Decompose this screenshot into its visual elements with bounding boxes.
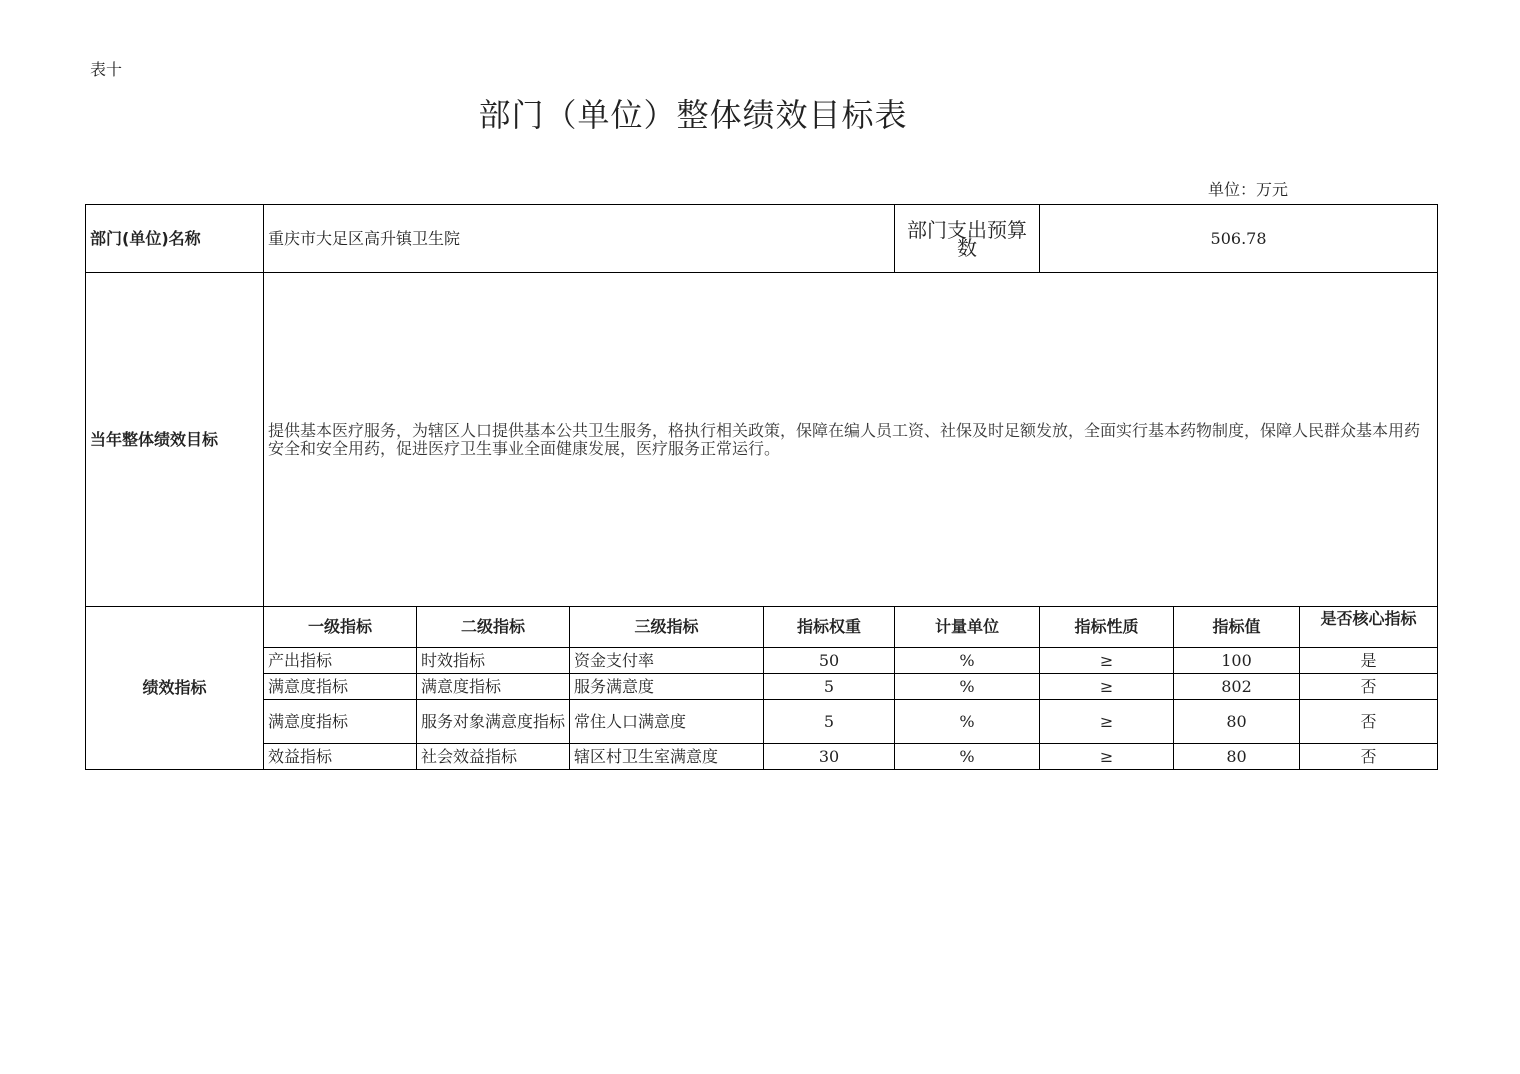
- indicator-header-row: [86, 607, 1438, 648]
- table-row: [86, 648, 1438, 674]
- dept-row: [86, 205, 1438, 273]
- weight-cell: 5: [764, 674, 895, 700]
- level3-cell: 常住人口满意度: [570, 700, 764, 744]
- nature-cell: ≥: [1040, 674, 1174, 700]
- level3-cell: 资金支付率: [570, 648, 764, 674]
- value-cell: 100: [1174, 648, 1300, 674]
- unit-label: 单位：万元: [1208, 180, 1289, 199]
- header-core: 是否核心指标: [1300, 607, 1438, 648]
- unit-cell: %: [895, 674, 1040, 700]
- level1-cell: 满意度指标: [264, 674, 417, 700]
- header-unit: 计量单位: [895, 607, 1040, 648]
- performance-table: [85, 204, 1438, 770]
- level1-cell: 产出指标: [264, 648, 417, 674]
- weight-cell: 30: [764, 744, 895, 770]
- table-number: 表十: [90, 60, 123, 79]
- budget-value: 506.78: [1040, 205, 1438, 273]
- goal-row: [86, 273, 1438, 607]
- value-cell: 80: [1174, 700, 1300, 744]
- budget-label: 部门支出预算数: [895, 205, 1040, 273]
- header-value: 指标值: [1174, 607, 1300, 648]
- header-level1: 一级指标: [264, 607, 417, 648]
- level2-cell: 满意度指标: [417, 674, 570, 700]
- level1-cell: 效益指标: [264, 744, 417, 770]
- nature-cell: ≥: [1040, 648, 1174, 674]
- page-title: 部门（单位）整体绩效目标表: [478, 96, 908, 134]
- core-cell: 否: [1300, 674, 1438, 700]
- weight-cell: 50: [764, 648, 895, 674]
- unit-cell: %: [895, 648, 1040, 674]
- level2-cell: 服务对象满意度指标: [417, 700, 570, 744]
- table-row: [86, 700, 1438, 744]
- unit-cell: %: [895, 700, 1040, 744]
- value-cell: 802: [1174, 674, 1300, 700]
- dept-name-value: 重庆市大足区高升镇卫生院: [264, 205, 895, 273]
- level2-cell: 时效指标: [417, 648, 570, 674]
- core-cell: 是: [1300, 648, 1438, 674]
- level3-cell: 服务满意度: [570, 674, 764, 700]
- header-nature: 指标性质: [1040, 607, 1174, 648]
- header-weight: 指标权重: [764, 607, 895, 648]
- level2-cell: 社会效益指标: [417, 744, 570, 770]
- level1-cell: 满意度指标: [264, 700, 417, 744]
- table-row: [86, 744, 1438, 770]
- nature-cell: ≥: [1040, 744, 1174, 770]
- indicators-label: 绩效指标: [86, 607, 264, 770]
- goal-text: 提供基本医疗服务，为辖区人口提供基本公共卫生服务，格执行相关政策，保障在编人员工资、社保及时足额发放，全面实行基本药物制度，保障人民群众基本用药安全和安全用药，促进医疗卫生事业全面健康发展，医疗服务正常运行。: [264, 273, 1438, 607]
- core-cell: 否: [1300, 700, 1438, 744]
- unit-cell: %: [895, 744, 1040, 770]
- header-level2: 二级指标: [417, 607, 570, 648]
- level3-cell: 辖区村卫生室满意度: [570, 744, 764, 770]
- header-level3: 三级指标: [570, 607, 764, 648]
- value-cell: 80: [1174, 744, 1300, 770]
- nature-cell: ≥: [1040, 700, 1174, 744]
- table-row: [86, 674, 1438, 700]
- weight-cell: 5: [764, 700, 895, 744]
- dept-name-label: 部门(单位)名称: [86, 205, 264, 273]
- goal-label: 当年整体绩效目标: [86, 273, 264, 607]
- core-cell: 否: [1300, 744, 1438, 770]
